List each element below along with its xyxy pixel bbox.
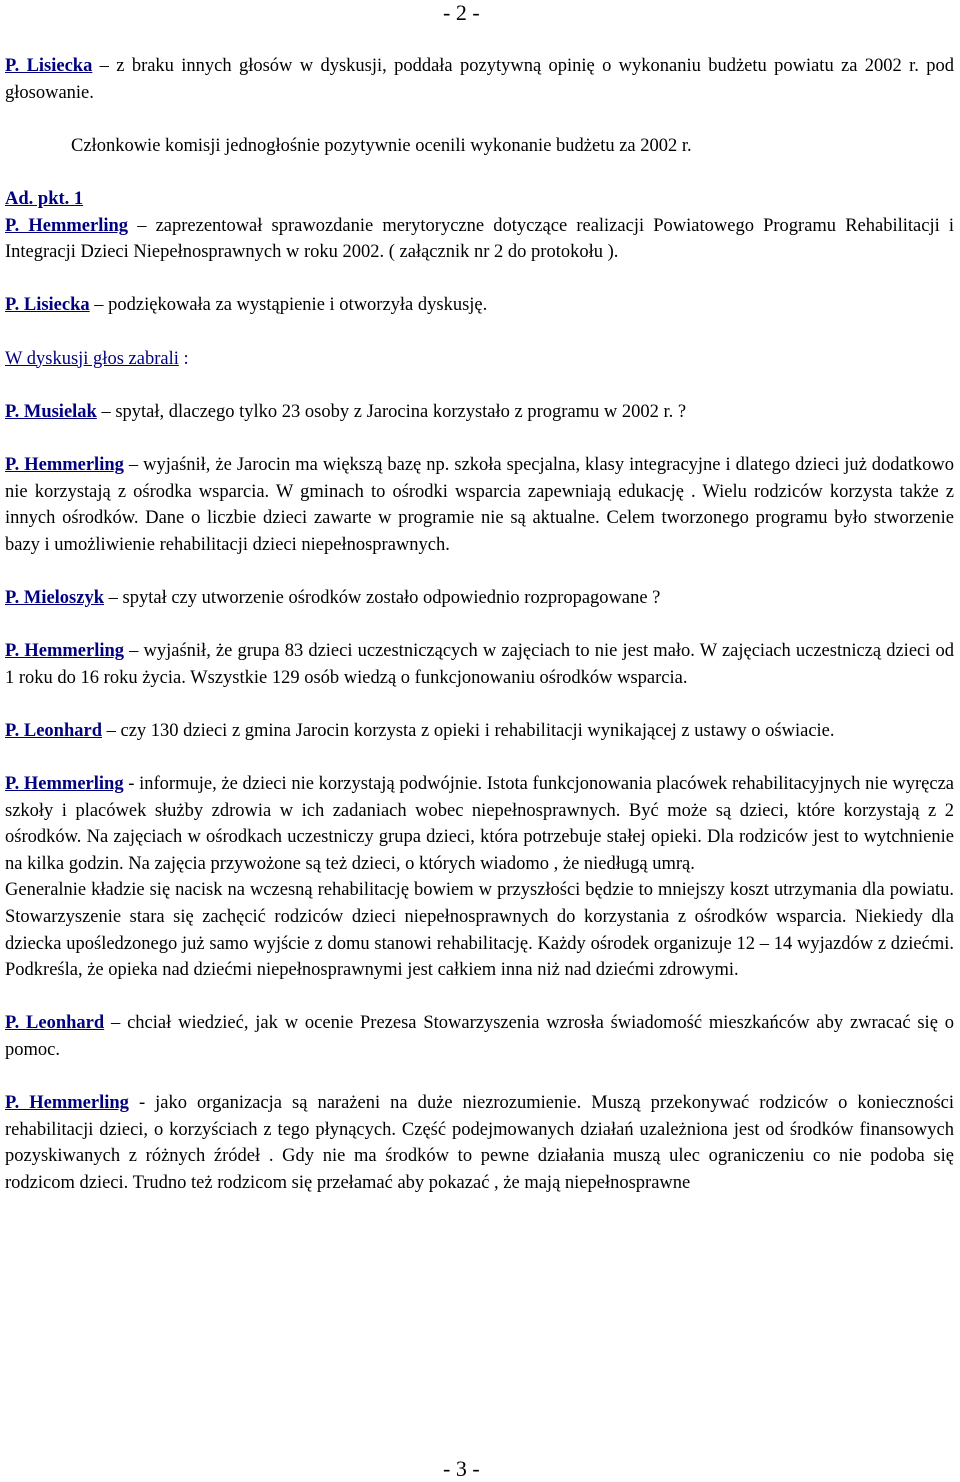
paragraph-text: – podziękowała za wystąpienie i otworzyła dyskusję.	[89, 295, 488, 316]
speaker-name: P. Leonhard	[5, 720, 102, 741]
paragraph-hemmerling-report	[5, 213, 954, 266]
paragraph-hemmerling-answer-4	[5, 1090, 954, 1196]
discussion-heading-text: W dyskusji głos zabrali	[5, 348, 179, 369]
paragraph-hemmerling-answer-3	[5, 771, 954, 877]
paragraph-text: – spytał, dlaczego tylko 23 osoby z Jarocina korzystało z programu w 2002 r. ?	[96, 401, 687, 422]
speaker-name: P. Hemmerling	[5, 641, 125, 662]
speaker-name: P. Lisiecka	[5, 295, 90, 316]
paragraph-text: Członkowie komisji jednogłośnie pozytywnie ocenili wykonanie budżetu za 2002 r.	[71, 135, 692, 156]
discussion-heading	[5, 346, 954, 373]
paragraph-committee-vote	[5, 133, 954, 160]
speaker-name: P. Lisiecka	[5, 56, 93, 76]
document-body	[5, 53, 954, 1197]
speaker-name: P. Musielak	[5, 401, 97, 422]
paragraph-text: – czy 130 dzieci z gmina Jarocin korzysta z opieki i rehabilitacji wynikającej z ustawy o oświacie.	[101, 720, 835, 741]
paragraph-text: – wyjaśnił, że Jarocin ma większą bazę np. szkoła specjalna, klasy integracyjne i dlatego dzieci już dodatkowo nie korzystają z ośrodka wsparcia. W gminach to ośrodki wsparcia zapewniają edukację . Wielu rodziców korzysta także z innych ośrodków. Dane o liczbie dzieci zawarte w programie nie są aktualne. Celem tworzonego programu było stworzenie bazy i umożliwienie rehabilitacji dzieci niepełnosprawnych.	[5, 454, 955, 555]
paragraph-text: – z braku innych głosów w dyskusji, poddała pozytywną opinię o wykonaniu budżetu powiatu za 2002 r. pod głosowanie.	[5, 56, 954, 103]
paragraph-leonhard-question-2	[5, 1010, 954, 1063]
paragraph-text: – zaprezentował sprawozdanie merytoryczne dotyczące realizacji Powiatowego Programu Rehabilitacji i Integracji Dzieci Niepełnosprawnych w roku 2002. ( załącznik nr 2 do protokołu ).	[5, 215, 955, 263]
speaker-name: P. Hemmerling	[5, 1093, 129, 1114]
paragraph-hemmerling-answer-3-continued	[5, 877, 954, 983]
speaker-name: P. Hemmerling	[5, 774, 124, 795]
paragraph-lisiecka-opening	[5, 292, 954, 319]
page-number-bottom: - 3 -	[443, 1456, 480, 1481]
paragraph-text: – spytał czy utworzenie ośrodków zostało odpowiednio rozpropagowane ?	[104, 587, 661, 608]
agenda-point-label: Ad. pkt. 1	[5, 188, 84, 209]
paragraph-text: - informuje, że dzieci nie korzystają podwójnie. Istota funkcjonowania placówek rehabilitacyjnych nie wyręcza szkoły i placówek służby zdrowia w ich zadaniach wobec niepełnosprawnych. Być może są dzieci, które korzystają z 2 ośrodków. Na zajęciach w ośrodkach uczestniczy grupa dzieci, która potrzebuje stałej opieki. Dla rodziców jest to wytchnienie na kilka godzin. Na zajęcia przywożone są też dzieci, o których wiadomo , że niedługą umrą.	[5, 774, 954, 874]
paragraph-hemmerling-answer-1	[5, 452, 954, 558]
paragraph-text: – chciał wiedzieć, jak w ocenie Prezesa Stowarzyszenia wzrosła świadomość mieszkańców aby zwracać się o pomoc.	[5, 1013, 954, 1060]
paragraph-text: – wyjaśnił, że grupa 83 dzieci uczestniczących w zajęciach to nie jest mało. W zajęciach uczestniczą dzieci od 1 roku do 16 roku życia. Wszystkie 129 osób wiedzą o funkcjonowaniu ośrodków wsparcia.	[5, 641, 954, 688]
speaker-name: P. Hemmerling	[5, 215, 129, 236]
paragraph-leonhard-question-1	[5, 718, 954, 745]
paragraph-hemmerling-answer-2	[5, 638, 954, 691]
agenda-point	[5, 186, 954, 213]
paragraph-text: - jako organizacja są narażeni na duże niezrozumienie. Muszą przekonywać rodziców o konieczności rehabilitacji dzieci, o korzyściach z tego płynących. Część podejmowanych działań uzależniona jest od środków finansowych pozyskiwanych z różnych źródeł . Gdy nie ma środków to pewne działania muszą ulec ograniczeniu co nie podoba się rodzicom dzieci. Trudno też rodzicom się przełamać aby pokazać , że mają niepełnosprawne	[5, 1093, 955, 1193]
paragraph-mieloszyk-question	[5, 585, 954, 612]
paragraph-musielak-question	[5, 399, 954, 426]
speaker-name: P. Mieloszyk	[5, 587, 105, 608]
paragraph-lisiecka-vote	[5, 53, 954, 106]
page-number-top: - 2 -	[443, 0, 480, 25]
speaker-name: P. Hemmerling	[5, 454, 124, 475]
paragraph-text: Generalnie kładzie się nacisk na wczesną rehabilitację bowiem w przyszłości będzie to mniejszy koszt utrzymania dla powiatu. Stowarzyszenie stara się zachęcić rodziców dzieci niepełnosprawnych do korzystania z ośrodków wsparcia. Niekiedy dla dziecka upośledzonego już samo wyjście z domu stanowi rehabilitację. Każdy ośrodek organizuje 12 – 14 wyjazdów z dziećmi. Podkreśla, że opieka nad dziećmi niepełnosprawnymi jest całkiem inna niż nad dziećmi zdrowymi.	[5, 880, 954, 981]
speaker-name: P. Leonhard	[5, 1013, 105, 1034]
discussion-heading-colon: :	[178, 348, 189, 369]
